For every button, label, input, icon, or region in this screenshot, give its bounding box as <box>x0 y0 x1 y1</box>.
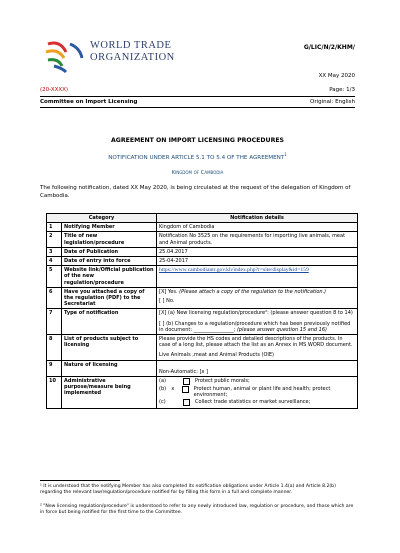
purpose-option <box>159 399 355 406</box>
original-language: Original: English <box>310 99 355 105</box>
row-number: 4 <box>47 257 62 266</box>
table-row <box>47 232 358 247</box>
row-details <box>157 309 358 335</box>
ref-row <box>40 87 355 95</box>
committee-row <box>40 99 355 107</box>
products-list: Live Animals ,meat and Animal Products (OIE) <box>159 352 274 359</box>
products-instructions: Please provide the HS codes and detailed descriptions of the products. In case of a long list, please attach the list as an Annex in MS WORD document. <box>159 336 353 349</box>
org-line1: WORLD TRADE <box>90 40 172 51</box>
country-name: Kingdom of Cambodia <box>171 170 224 176</box>
row-number: 2 <box>47 232 62 247</box>
row-category: Have you attached a copy of the regulation (PDF) to the Secretariat <box>62 287 157 309</box>
divider <box>40 96 355 97</box>
notification-table <box>46 213 358 409</box>
row-details <box>157 335 358 361</box>
row-details: 25.04.2017 <box>157 247 358 256</box>
option-text: Protect human, animal or plant life and health; protect environment; <box>193 385 331 399</box>
row-category: Website link/Official publication of the new regulation/procedure <box>62 266 157 288</box>
row-number: 9 <box>47 360 62 376</box>
table-row <box>47 309 358 335</box>
document-date: XX May 2020 <box>318 73 355 79</box>
table-row <box>47 335 358 361</box>
option-yes <box>159 289 355 295</box>
row-category: Date of Publication <box>62 247 157 256</box>
website-link[interactable]: https://www.cambodiantr.gov.kh/index.php?r=site/display&id=159 <box>159 267 309 274</box>
row-number: 8 <box>47 335 62 361</box>
row-details: Kingdom of Cambodia <box>157 223 358 232</box>
row-number: 10 <box>47 376 62 408</box>
option-a: [X] (a) New licensing regulation/procedure²: (please answer question 8 to 14) <box>159 310 353 317</box>
row-category: Administrative purpose/measure being implemented <box>62 376 157 408</box>
purpose-option <box>159 378 355 385</box>
row-category: Type of notification <box>62 309 157 335</box>
document-symbol: G/LIC/N/2/KHM/ <box>303 44 355 51</box>
document-title: AGREEMENT ON IMPORT LICENSING PROCEDURES <box>110 137 285 144</box>
table-row <box>47 223 358 232</box>
table-row <box>47 266 358 288</box>
option-b <box>159 321 355 333</box>
option-letter: (a) <box>159 377 166 384</box>
option-letter: (b) <box>159 385 167 392</box>
table-header-row <box>47 214 358 223</box>
footnote-2: ² "New licensing regulation/procedure" is understood to refer to any newly introduced law, regulation or procedure, and those which are in force but being notified for the first time to the Committee. <box>40 504 354 515</box>
footnote-ref: 1 <box>284 152 287 157</box>
col-category: Category <box>47 214 157 223</box>
option-check <box>172 378 180 385</box>
reference-number: (20-XXXX) <box>40 87 69 93</box>
row-details: 25-04-2017 <box>157 257 358 266</box>
row-number: 6 <box>47 287 62 309</box>
table-row <box>47 257 358 266</box>
intro-paragraph: The following notification, dated XX May 2020, is being circulated at the request of the delegation of Kingdom of Cambodia. <box>40 185 351 199</box>
option-check <box>172 399 180 406</box>
option-b-note: (please answer question 15 and 16) <box>236 326 327 333</box>
col-details: Notification details <box>157 214 358 223</box>
option-text: Protect public morals; <box>195 377 250 384</box>
row-number: 1 <box>47 223 62 232</box>
row-category: Date of entry into force <box>62 257 157 266</box>
row-details <box>157 266 358 288</box>
option-check: x <box>171 385 175 392</box>
table-row <box>47 376 358 408</box>
table-row <box>47 287 358 309</box>
table-row <box>47 247 358 256</box>
footnote-1: ¹ It is understood that the notifying Member has also completed its notification obligations under Article 1.4(a) and Article 8.2(b) regarding the relevant law/regulation/procedure notified for by filling this form in a full and complete manner. <box>40 484 336 495</box>
option-no: [ ] No. <box>159 298 175 305</box>
row-category: Notifying Member <box>62 223 157 232</box>
org-name <box>90 40 175 64</box>
page-number: Page: 1/3 <box>329 87 355 93</box>
document-subtitle <box>40 152 355 161</box>
wto-logo <box>40 38 90 74</box>
table-row <box>47 360 358 376</box>
row-category: Title of new legislation/procedure <box>62 232 157 247</box>
subtitle-text: NOTIFICATION UNDER ARTICLE 5.1 TO 5.4 OF THE AGREEMENT <box>108 154 285 161</box>
option-yes-note: (Please attach a copy of the regulation to the notification.) <box>179 288 327 295</box>
option-letter: (c) <box>159 399 166 406</box>
row-details: Notification No 3525 on the requirements for importing live animals, meat and Animal products. <box>157 232 358 247</box>
row-details <box>157 360 358 376</box>
checkbox[interactable] <box>182 386 189 393</box>
licensing-nature: Non-Automatic: [x ] <box>159 368 209 375</box>
footnote-divider <box>40 480 120 481</box>
row-details <box>157 287 358 309</box>
row-number: 5 <box>47 266 62 288</box>
committee-name: Committee on Import Licensing <box>40 99 138 105</box>
option-b-label: [ ] (b) Changes to a regulation/procedure which has been previously notified in document: ________________; <box>159 320 351 333</box>
org-line2: ORGANIZATION <box>90 52 175 63</box>
row-number: 7 <box>47 309 62 335</box>
checkbox[interactable] <box>183 378 190 385</box>
option-yes-label: [X] Yes. <box>159 288 180 295</box>
checkbox[interactable] <box>183 399 190 406</box>
option-text: Collect trade statistics or market surveillance; <box>195 399 311 406</box>
divider <box>40 107 355 108</box>
row-number: 3 <box>47 247 62 256</box>
row-category: List of products subject to licensing <box>62 335 157 361</box>
row-details <box>157 376 358 408</box>
row-category: Nature of licensing <box>62 360 157 376</box>
purpose-option <box>159 386 355 398</box>
